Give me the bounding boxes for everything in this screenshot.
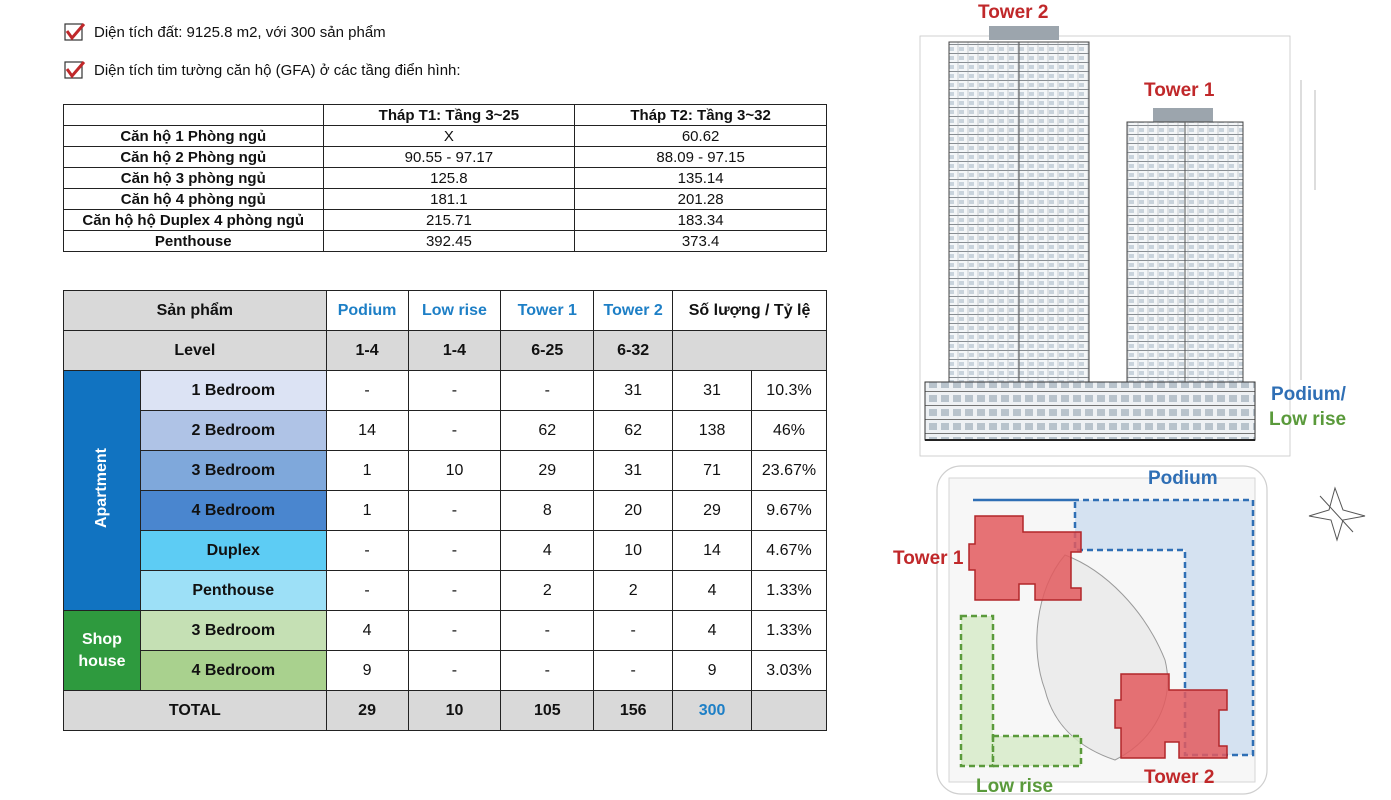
gfa-label: Căn hộ 2 Phòng ngủ — [64, 147, 324, 168]
group-shophouse-line2: house — [78, 652, 126, 670]
header-tower1: Tower 1 — [501, 291, 594, 331]
elevation-lowrise-label: Low rise — [1269, 409, 1347, 430]
level-row — [64, 331, 827, 371]
cell-podium: 14 — [326, 411, 408, 451]
cell-lowrise: 10 — [408, 451, 501, 491]
cell-ratio: 9.67% — [751, 491, 826, 531]
cell-lowrise: - — [408, 651, 501, 691]
cell-lowrise: - — [408, 571, 501, 611]
level-qty-blank — [673, 331, 827, 371]
product-row — [64, 491, 827, 531]
group-shophouse-line1: Shop — [81, 630, 122, 648]
gfa-label: Penthouse — [64, 231, 324, 252]
gfa-label: Căn hộ 4 phòng ngủ — [64, 189, 324, 210]
product-name: 3 Bedroom — [140, 611, 326, 651]
product-row — [64, 531, 827, 571]
cell-ratio: 4.67% — [751, 531, 826, 571]
product-row — [64, 371, 827, 411]
gfa-t2: 88.09 - 97.15 — [575, 147, 827, 168]
product-name: 4 Bedroom — [140, 651, 326, 691]
gfa-label: Căn hộ 3 phòng ngủ — [64, 168, 324, 189]
group-apartment-label: Apartment — [92, 447, 110, 528]
cell-tower1: - — [501, 651, 594, 691]
cell-count: 138 — [673, 411, 752, 451]
cell-tower2: 10 — [594, 531, 673, 571]
gfa-t2: 373.4 — [575, 231, 827, 252]
total-tower1: 105 — [501, 691, 594, 731]
siteplan-lowrise-label: Low rise — [976, 776, 1054, 797]
cell-tower2: 31 — [594, 371, 673, 411]
siteplan-tower2-label: Tower 2 — [1144, 767, 1215, 788]
cell-tower2: 20 — [594, 491, 673, 531]
product-name: 1 Bedroom — [140, 371, 326, 411]
total-row — [64, 691, 827, 731]
elevation-tower2-label: Tower 2 — [978, 2, 1049, 23]
gfa-t2: 201.28 — [575, 189, 827, 210]
checkmark-icon — [64, 60, 86, 80]
cell-tower1: - — [501, 611, 594, 651]
checkmark-icon — [64, 22, 86, 42]
level-podium: 1-4 — [326, 331, 408, 371]
product-name: Penthouse — [140, 571, 326, 611]
gfa-header-blank — [64, 105, 324, 126]
cell-tower2: - — [594, 611, 673, 651]
cell-tower2: 62 — [594, 411, 673, 451]
cell-lowrise: - — [408, 371, 501, 411]
gfa-t1: 392.45 — [323, 231, 575, 252]
cell-tower1: - — [501, 371, 594, 411]
cell-count: 71 — [673, 451, 752, 491]
group-apartment — [64, 371, 141, 611]
gfa-label: Căn hộ 1 Phòng ngủ — [64, 126, 324, 147]
header-podium: Podium — [326, 291, 408, 331]
architectural-drawings — [893, 0, 1391, 800]
cell-tower2: - — [594, 651, 673, 691]
product-row — [64, 451, 827, 491]
cell-ratio: 10.3% — [751, 371, 826, 411]
cell-ratio: 1.33% — [751, 611, 826, 651]
cell-count: 31 — [673, 371, 752, 411]
gfa-label: Căn hộ hộ Duplex 4 phòng ngủ — [64, 210, 324, 231]
product-name: 3 Bedroom — [140, 451, 326, 491]
level-tower2: 6-32 — [594, 331, 673, 371]
cell-podium: 1 — [326, 451, 408, 491]
cell-tower2: 2 — [594, 571, 673, 611]
gfa-t1: X — [323, 126, 575, 147]
total-ratio-blank — [751, 691, 826, 731]
cell-tower1: 2 — [501, 571, 594, 611]
siteplan-podium-label: Podium — [1148, 468, 1218, 489]
gfa-t2: 183.34 — [575, 210, 827, 231]
cell-ratio: 1.33% — [751, 571, 826, 611]
cell-lowrise: - — [408, 611, 501, 651]
gfa-row — [64, 210, 827, 231]
cell-count: 4 — [673, 571, 752, 611]
cell-tower1: 62 — [501, 411, 594, 451]
cell-lowrise: - — [408, 531, 501, 571]
gfa-row — [64, 231, 827, 252]
header-qty: Số lượng / Tỷ lệ — [673, 291, 827, 331]
total-lowrise: 10 — [408, 691, 501, 731]
bullet-text: Diện tích đất: 9125.8 m2, với 300 sản phẩm — [94, 23, 386, 41]
gfa-t1: 125.8 — [323, 168, 575, 189]
cell-podium: - — [326, 371, 408, 411]
total-label: TOTAL — [64, 691, 327, 731]
cell-tower2: 31 — [594, 451, 673, 491]
gfa-row — [64, 168, 827, 189]
gfa-t1: 181.1 — [323, 189, 575, 210]
header-tower2: Tower 2 — [594, 291, 673, 331]
cell-count: 29 — [673, 491, 752, 531]
header-lowrise: Low rise — [408, 291, 501, 331]
compass-rose-icon — [1309, 488, 1365, 540]
product-header-row — [64, 291, 827, 331]
bullet-land-area — [64, 22, 386, 42]
gfa-t1: 215.71 — [323, 210, 575, 231]
gfa-t2: 135.14 — [575, 168, 827, 189]
cell-podium: - — [326, 531, 408, 571]
group-shophouse — [64, 611, 141, 691]
product-row — [64, 611, 827, 651]
bullet-text: Diện tích tim tường căn hộ (GFA) ở các tầng điển hình: — [94, 61, 461, 79]
product-row — [64, 651, 827, 691]
gfa-header-t2: Tháp T2: Tầng 3~32 — [575, 105, 827, 126]
level-label: Level — [64, 331, 327, 371]
cell-podium: 4 — [326, 611, 408, 651]
cell-tower1: 29 — [501, 451, 594, 491]
cell-count: 9 — [673, 651, 752, 691]
elevation-tower1-label: Tower 1 — [1144, 80, 1215, 101]
gfa-table — [63, 104, 827, 252]
cell-tower1: 8 — [501, 491, 594, 531]
product-name: 4 Bedroom — [140, 491, 326, 531]
total-count: 300 — [673, 691, 752, 731]
product-name: Duplex — [140, 531, 326, 571]
product-name: 2 Bedroom — [140, 411, 326, 451]
cell-count: 4 — [673, 611, 752, 651]
cell-podium: 9 — [326, 651, 408, 691]
cell-lowrise: - — [408, 491, 501, 531]
header-product: Sản phẩm — [64, 291, 327, 331]
cell-count: 14 — [673, 531, 752, 571]
siteplan-tower1-label: Tower 1 — [893, 548, 964, 569]
gfa-header-row — [64, 105, 827, 126]
site-plan-drawing — [915, 460, 1391, 800]
gfa-row — [64, 147, 827, 168]
cell-ratio: 23.67% — [751, 451, 826, 491]
elevation-podium-label: Podium/ — [1271, 384, 1346, 405]
product-row — [64, 571, 827, 611]
cell-podium: 1 — [326, 491, 408, 531]
product-table — [63, 290, 827, 731]
bullet-gfa — [64, 60, 461, 80]
cell-lowrise: - — [408, 411, 501, 451]
product-row — [64, 411, 827, 451]
total-podium: 29 — [326, 691, 408, 731]
level-lowrise: 1-4 — [408, 331, 501, 371]
total-tower2: 156 — [594, 691, 673, 731]
cell-ratio: 3.03% — [751, 651, 826, 691]
gfa-row — [64, 126, 827, 147]
gfa-t1: 90.55 - 97.17 — [323, 147, 575, 168]
gfa-t2: 60.62 — [575, 126, 827, 147]
cell-podium: - — [326, 571, 408, 611]
cell-tower1: 4 — [501, 531, 594, 571]
cell-ratio: 46% — [751, 411, 826, 451]
gfa-row — [64, 189, 827, 210]
gfa-header-t1: Tháp T1: Tầng 3~25 — [323, 105, 575, 126]
level-tower1: 6-25 — [501, 331, 594, 371]
